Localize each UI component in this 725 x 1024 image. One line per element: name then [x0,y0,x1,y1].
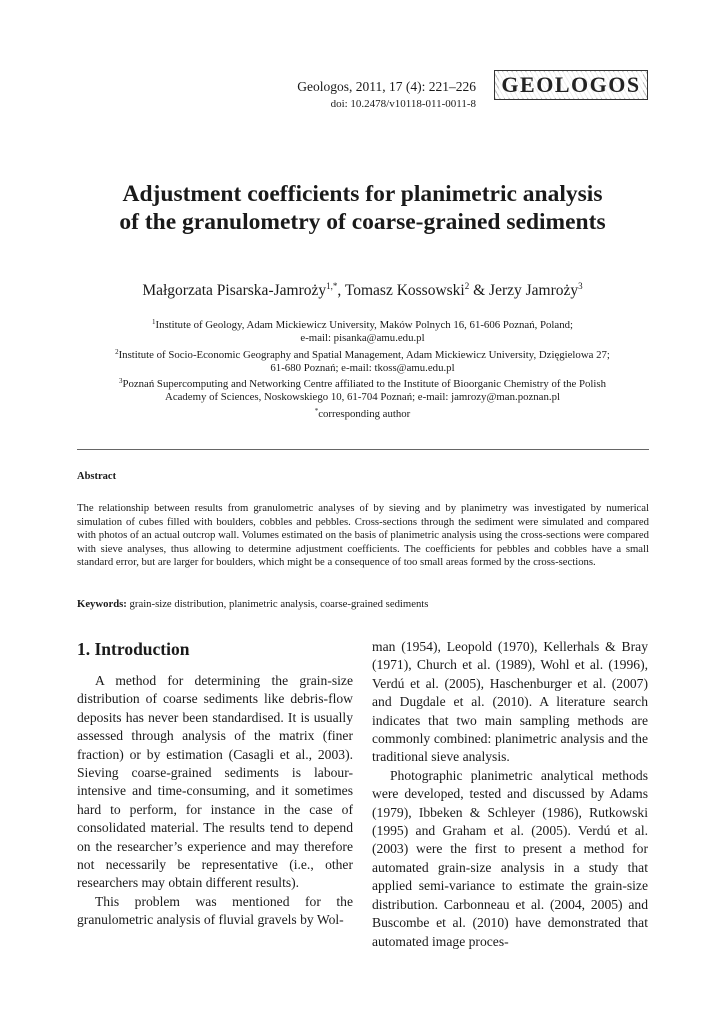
paragraph: Photographic planimetric analytical methods were developed, tested and discussed by Adams (1979), Ibbeken & Schleyer (1986), Rutkowski (1995) and Graham et al. (2005). Verdú et al. (2003) were the first to present a method for automated grain-size analysis in a study that applied semi-variance to estimate the grain-size distribution. Carbonneau et al. (2004, 2005) and Buscombe et al. (2010) have demonstrated that automated image proces- [372,767,648,949]
doi: doi: 10.2478/v10118-011-0011-8 [330,98,476,110]
author-list [60,276,665,301]
author-1-affil: 1,* [326,281,338,291]
section-heading-introduction: 1. Introduction [77,639,190,659]
body-column-right [372,638,648,951]
affiliation-3: $^3$Poznań Supercomputing and Networking Centre affiliated to the Institute of Bioorganic Chemistry of the Polish [118,377,607,391]
affiliation-1-email: e-mail: pisanka@amu.edu.pl [300,332,425,345]
affiliation-2: $^2$Institute of Socio-Economic Geography and Spatial Management, Adam Mickiewicz University, Dzięgielowa 27; [115,347,610,361]
affiliation-1: $^1$Institute of Geology, Adam Mickiewicz University, Maków Polnych 16, 61-606 Poznań, Poland; [151,318,574,331]
paragraph: This problem was mentioned for the granulometric analysis of fluvial gravels by Wol- [77,893,353,928]
author-3: & Jerzy Jamroży [469,282,579,299]
journal-citation: Geologos, 2011, 17 (4): 221–226 [297,79,476,94]
corresponding-author-note: *corresponding author [314,406,411,420]
affiliation-2-email: 61-680 Poznań; e-mail: tkoss@amu.edu.pl [270,361,455,374]
paper-title [60,180,665,236]
abstract-heading: Abstract [77,471,117,482]
journal-reference [200,79,476,111]
affiliations [60,316,665,421]
abstract-text: The relationship between results from granulometric analyses of by sieving and by planimetry was investigated by numerical simulation of cubes filled with boulders, cobbles and pebbles. Cross-sections through the sediment were simulated and compared with photos of an actual outcrop wall. Volumes estimated on the basis of planimetric analysis using the cross-sections were compared with sieve analyses, thus allowing to determine adjustment coefficients. The coefficients for pebbles and cobbles have a small standard error, but are larger for boulders, which might be a consequence of too small areas formed by the cross-sections. [77,502,649,568]
title-line-1: Adjustment coefficients for planimetric analysis [122,181,603,207]
author-3-affil: 3 [578,281,583,291]
affiliation-3-email: Academy of Sciences, Noskowskiego 10, 61-704 Poznań; e-mail: jamrozy@man.poznan.pl [165,391,560,404]
header-divider [77,449,649,450]
title-line-2: of the granulometry of coarse-grained sediments [119,209,606,235]
author-2: , Tomasz Kossowski [337,282,465,299]
paragraph: A method for determining the grain-size distribution of coarse sediments like debris-flow deposits has never been standardised. It is usually assessed through analysis of the matrix (finer fraction) or by estimation (Casagli et al., 2003). Sieving coarse-grained sediments is labour-intensive and time-consuming, and it sometimes hard to perform, for instance in the case of consolidated material. The results tend to depend on the researcher’s experience and may therefore not necessarily be representative (i.e., other researchers may obtain different results). [77,673,353,891]
keywords-label: Keywords: [77,598,127,610]
journal-logo [494,70,648,100]
journal-logo-text: GEOLOGOS [501,72,641,97]
paragraph: man (1954), Leopold (1970), Kellerhals & Bray (1971), Church et al. (1989), Wohl et al. (1996), Verdú et al. (2005), Haschenburger et al. (2007) and Dugdale et al. (2010). A literature search indicates that two main sampling methods are commonly combined: planimetric analysis and the traditional sieve analysis. [372,639,648,765]
author-1: Małgorzata Pisarska-Jamroży [142,282,327,299]
body-column-left [77,638,353,930]
author-2-affil: 2 [464,281,470,291]
keywords-list: grain-size distribution, planimetric analysis, coarse-grained sediments [126,598,429,610]
keywords [77,598,649,612]
